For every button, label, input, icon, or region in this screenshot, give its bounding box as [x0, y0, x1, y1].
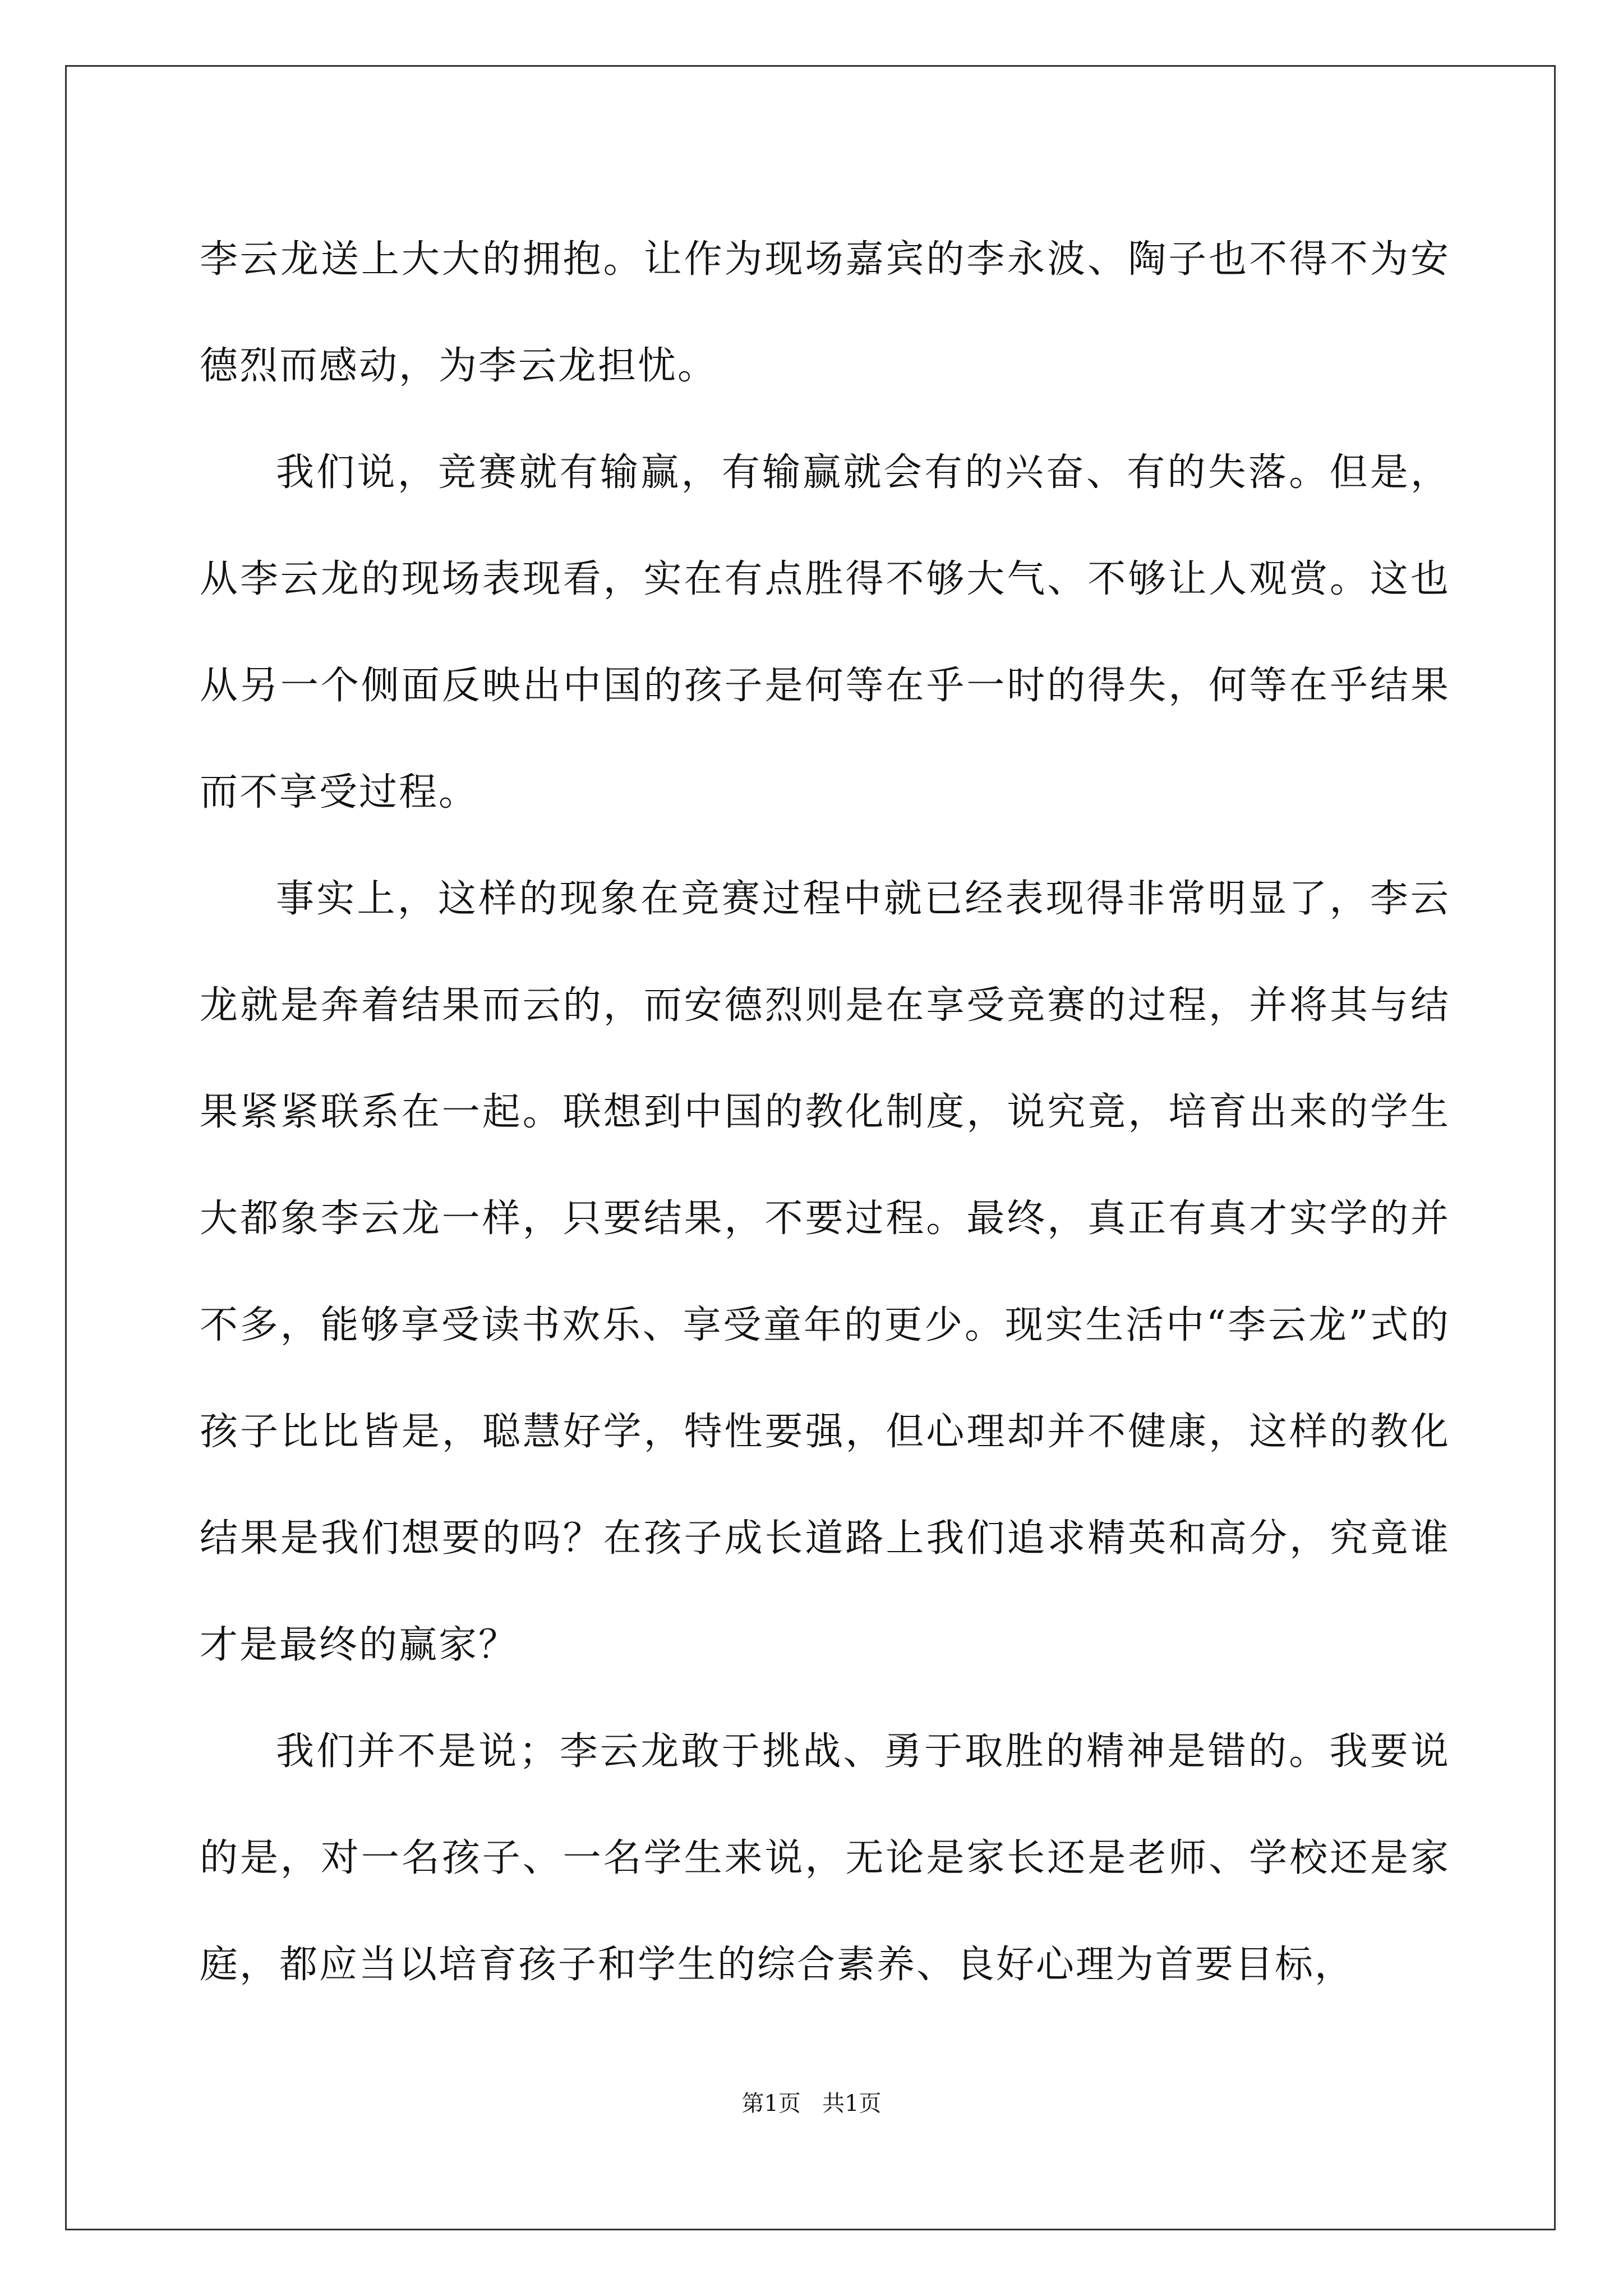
- paragraph-1: 李云龙送上大大的拥抱。让作为现场嘉宾的李永波、陶子也不得不为安德烈而感动，为李云龙担忧。: [200, 237, 1450, 388]
- page-total: 共1页: [822, 2091, 882, 2116]
- page-number: 第1页: [741, 2091, 801, 2116]
- document-body: [200, 206, 1450, 2018]
- page-footer: [0, 2086, 1623, 2118]
- paragraph-3: 事实上，这样的现象在竞赛过程中就已经表现得非常明显了，李云龙就是奔着结果而云的，而安德烈则是在享受竞赛的过程，并将其与结果紧紧联系在一起。联想到中国的教化制度，说究竟，培育出来的学生大都象李云龙一样，只要结果，不要过程。最终，真正有真才实学的并不多，能够享受读书欢乐、享受童年的更少。现实生活中“李云龙”式的孩子比比皆是，聪慧好学，特性要强，但心理却并不健康，这样的教化结果是我们想要的吗？在孩子成长道路上我们追求精英和高分，究竟谁才是最终的赢家？: [200, 877, 1450, 1667]
- paragraph-2: 我们说，竞赛就有输赢，有输赢就会有的兴奋、有的失落。但是，从李云龙的现场表现看，实在有点胜得不够大气、不够让人观赏。这也从另一个侧面反映出中国的孩子是何等在乎一时的得失，何等在乎结果而不享受过程。: [200, 450, 1450, 815]
- paragraph-4: 我们并不是说；李云龙敢于挑战、勇于取胜的精神是错的。我要说的是，对一名孩子、一名学生来说，无论是家长还是老师、学校还是家庭，都应当以培育孩子和学生的综合素养、良好心理为首要目标，: [200, 1729, 1450, 1987]
